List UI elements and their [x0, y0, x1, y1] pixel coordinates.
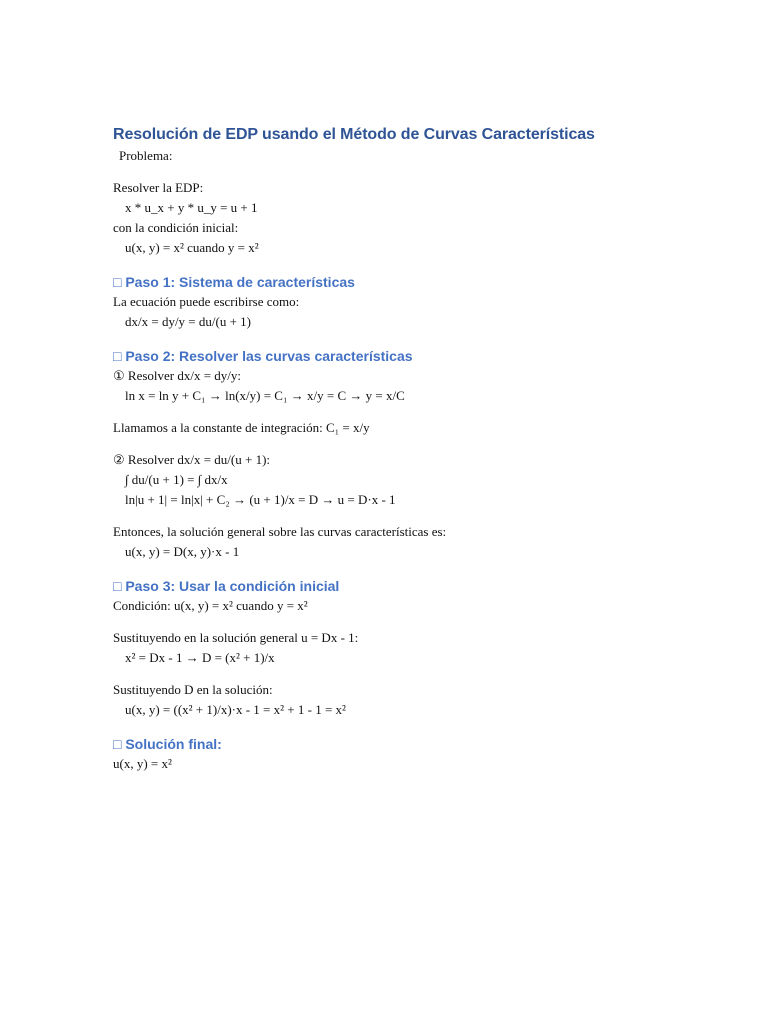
- document-title: Resolución de EDP usando el Método de Curvas Características: [113, 126, 595, 143]
- spacer: [113, 616, 713, 628]
- spacer: [113, 166, 713, 178]
- step2-line-7: Entonces, la solución general sobre las curvas características es:: [113, 524, 447, 539]
- document-page: [113, 124, 713, 774]
- final-solution: u(x, y) = x²: [113, 756, 172, 771]
- final-heading: □ Solución final:: [113, 736, 222, 752]
- step1-line-2: dx/x = dy/y = du/(u + 1): [125, 314, 251, 329]
- step3-line-2: Sustituyendo en la solución general u = Dx - 1:: [113, 630, 359, 645]
- step3-line-1: Condición: u(x, y) = x² cuando y = x²: [113, 598, 308, 613]
- spacer: [113, 510, 713, 522]
- pde-equation: x * u_x + y * u_y = u + 1: [125, 200, 258, 215]
- spacer: [113, 406, 713, 418]
- step2-line-5: ∫ du/(u + 1) = ∫ dx/x: [125, 472, 228, 487]
- step3-line-4: Sustituyendo D en la solución:: [113, 682, 273, 697]
- spacer: [113, 332, 713, 346]
- step3-line-5: u(x, y) = ((x² + 1)/x)·x - 1 = x² + 1 - 1 = x²: [125, 702, 346, 717]
- step2-heading: □ Paso 2: Resolver las curvas características: [113, 348, 413, 364]
- spacer: [113, 720, 713, 734]
- step2-line-6: ln|u + 1| = ln|x| + C₂ → (u + 1)/x = D → u = D·x - 1: [125, 492, 396, 507]
- step2-line-4: ② Resolver dx/x = du/(u + 1):: [113, 452, 271, 467]
- problem-label: Problema:: [119, 148, 173, 163]
- problem-line-3: con la condición inicial:: [113, 220, 239, 235]
- step1-heading: □ Paso 1: Sistema de características: [113, 274, 355, 290]
- problem-line-1: Resolver la EDP:: [113, 180, 204, 195]
- step3-line-3: x² = Dx - 1 → D = (x² + 1)/x: [125, 650, 275, 665]
- step2-line-2: ln x = ln y + C₁ → ln(x/y) = C₁ → x/y = C → y = x/C: [125, 388, 405, 403]
- spacer: [113, 438, 713, 450]
- step2-line-1: ① Resolver dx/x = dy/y:: [113, 368, 242, 383]
- spacer: [113, 562, 713, 576]
- step1-line-1: La ecuación puede escribirse como:: [113, 294, 300, 309]
- spacer: [113, 668, 713, 680]
- initial-condition: u(x, y) = x² cuando y = x²: [125, 240, 259, 255]
- spacer: [113, 258, 713, 272]
- step2-line-3: Llamamos a la constante de integración: C₁ = x/y: [113, 420, 370, 435]
- step3-heading: □ Paso 3: Usar la condición inicial: [113, 578, 340, 594]
- step2-line-8: u(x, y) = D(x, y)·x - 1: [125, 544, 240, 559]
